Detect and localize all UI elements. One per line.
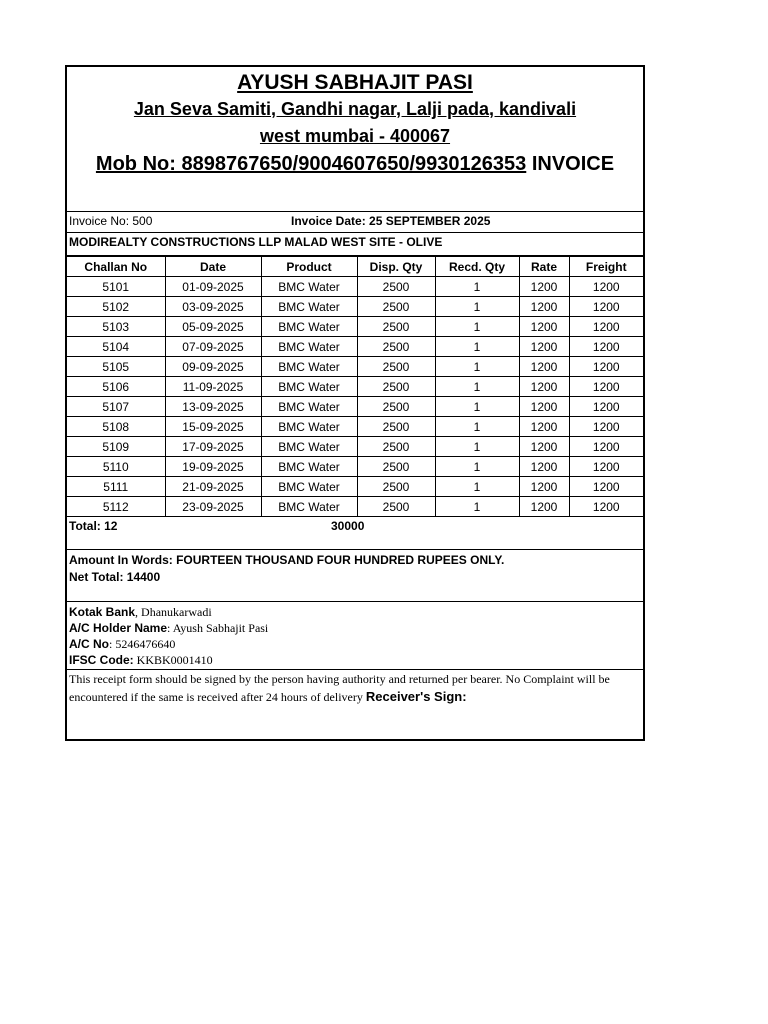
- product-cell: BMC Water: [261, 277, 357, 297]
- bank-line: [69, 604, 643, 620]
- product-cell: BMC Water: [261, 437, 357, 457]
- disp-qty-cell: 2500: [357, 497, 435, 517]
- challan-cell: 5104: [67, 337, 165, 357]
- table-row: [67, 277, 643, 297]
- product-cell: BMC Water: [261, 377, 357, 397]
- table-row: [67, 317, 643, 337]
- disp-qty-cell: 2500: [357, 277, 435, 297]
- product-cell: BMC Water: [261, 477, 357, 497]
- recd-qty-cell: 1: [435, 277, 519, 297]
- product-cell: BMC Water: [261, 357, 357, 377]
- freight-cell: 1200: [569, 297, 643, 317]
- rate-cell: 1200: [519, 477, 569, 497]
- product-cell: BMC Water: [261, 317, 357, 337]
- challan-cell: 5105: [67, 357, 165, 377]
- bank-branch: , Dhanukarwadi: [135, 605, 212, 619]
- disp-qty-cell: 2500: [357, 377, 435, 397]
- rate-cell: 1200: [519, 457, 569, 477]
- rate-cell: 1200: [519, 397, 569, 417]
- table-row: [67, 337, 643, 357]
- rate-cell: 1200: [519, 437, 569, 457]
- disp-qty-cell: 2500: [357, 317, 435, 337]
- freight-cell: 1200: [569, 397, 643, 417]
- column-header: Challan No: [67, 257, 165, 277]
- recd-qty-cell: 1: [435, 457, 519, 477]
- recd-qty-cell: 1: [435, 437, 519, 457]
- product-cell: BMC Water: [261, 497, 357, 517]
- freight-cell: 1200: [569, 337, 643, 357]
- date-cell: 15-09-2025: [165, 417, 261, 437]
- freight-cell: 1200: [569, 357, 643, 377]
- recd-qty-cell: 1: [435, 497, 519, 517]
- rate-cell: 1200: [519, 497, 569, 517]
- customer-name: MODIREALTY CONSTRUCTIONS LLP MALAD WEST SITE - OLIVE: [67, 233, 643, 256]
- freight-cell: 1200: [569, 317, 643, 337]
- total-row: [67, 517, 643, 550]
- terms-text: This receipt form should be signed by the person having authority and returned per bearer. No Complaint will be encountered if the same is received after 24 hours of delivery: [69, 672, 610, 704]
- date-cell: 11-09-2025: [165, 377, 261, 397]
- table-row: [67, 357, 643, 377]
- product-cell: BMC Water: [261, 417, 357, 437]
- challan-cell: 5102: [67, 297, 165, 317]
- table-header-row: [67, 257, 643, 277]
- rate-cell: 1200: [519, 357, 569, 377]
- freight-cell: 1200: [569, 437, 643, 457]
- disp-qty-cell: 2500: [357, 477, 435, 497]
- disp-qty-cell: 2500: [357, 297, 435, 317]
- disp-qty-cell: 2500: [357, 357, 435, 377]
- ifsc-label: IFSC Code:: [69, 653, 134, 667]
- product-cell: BMC Water: [261, 457, 357, 477]
- challan-cell: 5103: [67, 317, 165, 337]
- amount-in-words: Amount In Words: FOURTEEN THOUSAND FOUR HUNDRED RUPEES ONLY.: [69, 553, 505, 567]
- mobile-numbers: Mob No: 8898767650/9004607650/9930126353: [95, 153, 527, 175]
- document-type: INVOICE: [531, 153, 615, 175]
- freight-cell: 1200: [569, 277, 643, 297]
- company-name: AYUSH SABHAJIT PASI: [237, 71, 473, 94]
- disp-qty-cell: 2500: [357, 457, 435, 477]
- invoice-meta-row: [67, 212, 643, 233]
- amount-section: [67, 550, 643, 602]
- holder-value: : Ayush Sabhajit Pasi: [167, 621, 269, 635]
- freight-cell: 1200: [569, 477, 643, 497]
- items-table: [67, 256, 643, 517]
- rate-cell: 1200: [519, 277, 569, 297]
- date-cell: 19-09-2025: [165, 457, 261, 477]
- rate-cell: 1200: [519, 417, 569, 437]
- invoice-header: [67, 67, 643, 212]
- ifsc-code: KKBK0001410: [133, 653, 213, 667]
- challan-cell: 5112: [67, 497, 165, 517]
- column-header: Product: [261, 257, 357, 277]
- challan-cell: 5106: [67, 377, 165, 397]
- invoice-number: Invoice No: 500: [69, 214, 153, 228]
- product-cell: BMC Water: [261, 337, 357, 357]
- column-header: Recd. Qty: [435, 257, 519, 277]
- date-cell: 09-09-2025: [165, 357, 261, 377]
- challan-cell: 5107: [67, 397, 165, 417]
- challan-cell: 5108: [67, 417, 165, 437]
- bank-name: Kotak Bank: [69, 605, 136, 619]
- challan-cell: 5101: [67, 277, 165, 297]
- freight-cell: 1200: [569, 457, 643, 477]
- date-cell: 01-09-2025: [165, 277, 261, 297]
- disp-qty-cell: 2500: [357, 397, 435, 417]
- date-cell: 03-09-2025: [165, 297, 261, 317]
- table-row: [67, 397, 643, 417]
- column-header: Date: [165, 257, 261, 277]
- table-row: [67, 417, 643, 437]
- column-header: Disp. Qty: [357, 257, 435, 277]
- recd-qty-cell: 1: [435, 377, 519, 397]
- disp-qty-total: 30000: [331, 519, 365, 533]
- rate-cell: 1200: [519, 337, 569, 357]
- rate-cell: 1200: [519, 297, 569, 317]
- recd-qty-cell: 1: [435, 417, 519, 437]
- column-header: Rate: [519, 257, 569, 277]
- recd-qty-cell: 1: [435, 317, 519, 337]
- table-row: [67, 297, 643, 317]
- disp-qty-cell: 2500: [357, 437, 435, 457]
- date-cell: 13-09-2025: [165, 397, 261, 417]
- table-row: [67, 477, 643, 497]
- freight-cell: 1200: [569, 497, 643, 517]
- total-label: Total: 12: [69, 519, 118, 533]
- date-cell: 21-09-2025: [165, 477, 261, 497]
- date-cell: 05-09-2025: [165, 317, 261, 337]
- freight-cell: 1200: [569, 377, 643, 397]
- table-row: [67, 437, 643, 457]
- table-row: [67, 457, 643, 477]
- ifsc-line: [69, 652, 643, 668]
- address-line-2: west mumbai - 400067: [259, 126, 451, 146]
- mobile-line: [67, 153, 643, 176]
- challan-cell: 5110: [67, 457, 165, 477]
- table-row: [67, 497, 643, 517]
- recd-qty-cell: 1: [435, 397, 519, 417]
- challan-cell: 5109: [67, 437, 165, 457]
- account-number: : 5246476640: [109, 637, 176, 651]
- recd-qty-cell: 1: [435, 337, 519, 357]
- holder-label: A/C Holder Name: [69, 621, 168, 635]
- disp-qty-cell: 2500: [357, 337, 435, 357]
- column-header: Freight: [569, 257, 643, 277]
- account-line: [69, 636, 643, 652]
- account-label: A/C No: [69, 637, 109, 651]
- date-cell: 07-09-2025: [165, 337, 261, 357]
- receiver-sign-label: Receiver's Sign:: [365, 689, 467, 704]
- net-total: Net Total: 14400: [69, 570, 161, 584]
- date-cell: 17-09-2025: [165, 437, 261, 457]
- disp-qty-cell: 2500: [357, 417, 435, 437]
- table-row: [67, 377, 643, 397]
- bank-details: [67, 602, 643, 670]
- invoice-sheet: [65, 65, 645, 741]
- freight-cell: 1200: [569, 417, 643, 437]
- address-line-1: Jan Seva Samiti, Gandhi nagar, Lalji pada, kandivali: [133, 99, 577, 119]
- challan-cell: 5111: [67, 477, 165, 497]
- rate-cell: 1200: [519, 377, 569, 397]
- recd-qty-cell: 1: [435, 297, 519, 317]
- invoice-date: Invoice Date: 25 SEPTEMBER 2025: [291, 214, 491, 228]
- product-cell: BMC Water: [261, 297, 357, 317]
- product-cell: BMC Water: [261, 397, 357, 417]
- terms-note: [67, 670, 643, 706]
- date-cell: 23-09-2025: [165, 497, 261, 517]
- recd-qty-cell: 1: [435, 357, 519, 377]
- holder-line: [69, 620, 643, 636]
- recd-qty-cell: 1: [435, 477, 519, 497]
- rate-cell: 1200: [519, 317, 569, 337]
